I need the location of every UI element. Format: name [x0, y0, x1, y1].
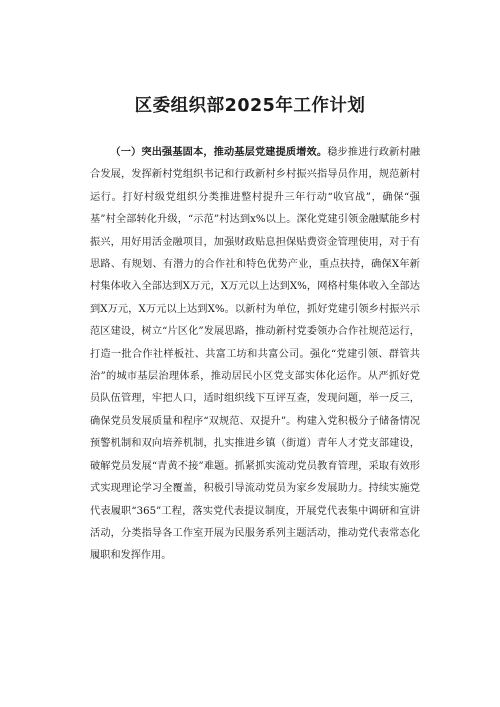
section-body-text: 稳步推进行政新村融合发展，发挥新村党组织书记和行政新村乡村振兴指导员作用，规范新村运行。打好村级党组织分类推进整村提升三年行动“收官战”，确保“强基”村全部转化升级，“示范”村达到x%以上。深化党建引领金融赋能乡村振兴，用好用活金融项目，加强财政贴息担保贴费资金管理使用，对于有思路、有规划、有潜力的合作社和特色优势产业，重点扶持，确保X年新村集体收入全部达到X万元，X万元以上达到X%，网格村集体收入全部达到X万元，X万元以上达到X%。以新村为单位，抓好党建引领乡村振兴示范区建设，树立“片区化”发展思路，推动新村党委领办合作社规范运行，打造一批合作社样板社、共富工坊和共富公司。强化“党建引领、群管共治”的城市基层治理体系，推动居民小区党支部实体化运作。从严抓好党员队伍管理，牢把人口，适时组织线下互评互查，发现问题，举一反三，确保党员发展质量和程序“双规范、双提升”。构建入党积极分子储备情况预警机制和双向培养机制，扎实推进乡镇（街道）青年人才党支部建设，破解党员发展“青黄不接”难题。抓紧抓实流动党员教育管理，采取有效形式实现理论学习全覆盖，积极引导流动党员为家乡发展助力。持续实施党代表履职“365”工程，落实党代表提议制度，开展党代表集中调研和宣讲活动，分类指导各工作室开展为民服务系列主题活动，推动党代表常态化履职和发挥作用。	[90, 147, 421, 562]
document-title: 区委组织部2025年工作计划	[134, 96, 366, 116]
section-heading: （一）突出强基固本，推动基层党建提质增效。	[110, 147, 328, 158]
section-paragraph	[90, 142, 420, 568]
